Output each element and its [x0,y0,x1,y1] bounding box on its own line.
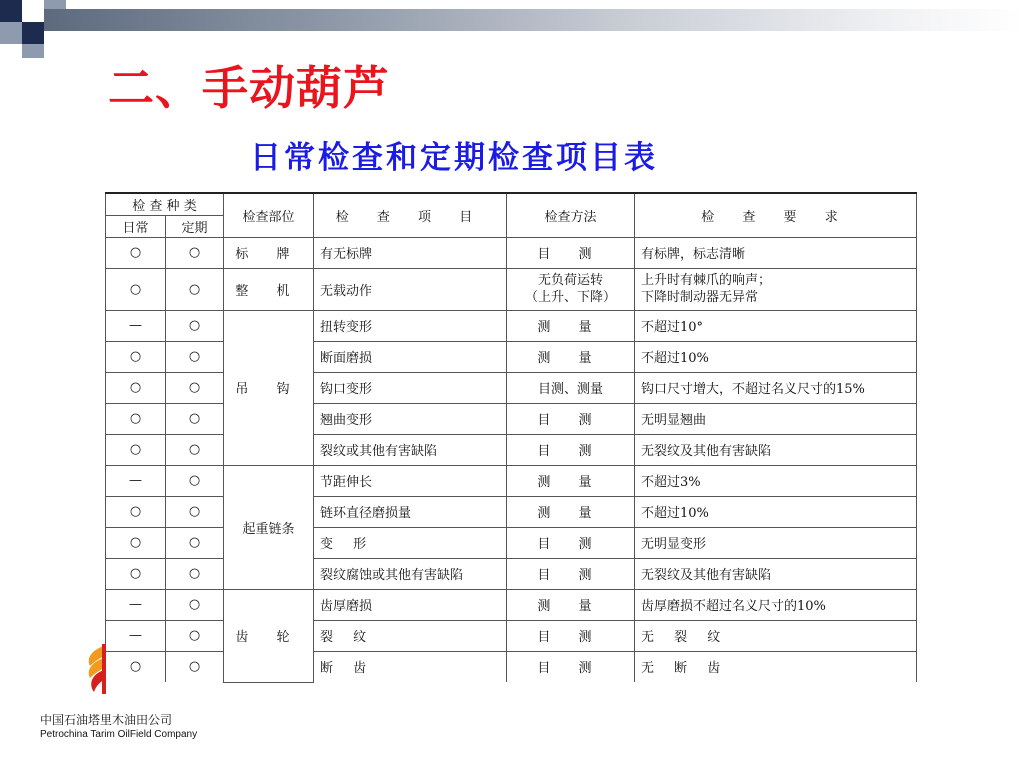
cell-requirement: 不超过3% [635,465,917,496]
cell-periodic: ○ [166,434,224,465]
cell-method: 目 测 [507,434,635,465]
cell-daily: — [106,589,166,620]
cell-daily: ○ [106,403,166,434]
header-periodic: 定期 [166,215,224,237]
cell-method: 目 测 [507,237,635,268]
cell-method: 目 测 [507,403,635,434]
cell-method: 目测、测量 [507,372,635,403]
petrochina-logo-icon [84,644,106,694]
company-name-zh: 中国石油塔里木油田公司 [40,713,173,727]
cell-item: 断面磨损 [314,341,507,372]
cell-requirement: 钩口尺寸增大，不超过名义尺寸的15% [635,372,917,403]
company-name-en: Petrochina Tarim OilField Company [40,729,198,740]
cell-daily: ○ [106,434,166,465]
cell-daily: ○ [106,496,166,527]
cell-item: 钩口变形 [314,372,507,403]
cell-requirement: 无 断 齿 [635,651,917,682]
cell-item: 裂纹腐蚀或其他有害缺陷 [314,558,507,589]
cell-item: 变 形 [314,527,507,558]
cell-item: 裂 纹 [314,620,507,651]
header-item: 检 查 项 目 [314,193,507,237]
cell-part: 标 牌 [224,237,314,268]
cell-periodic: ○ [166,558,224,589]
table-row [106,465,917,496]
company-name-block [40,711,197,740]
cell-daily: ○ [106,268,166,310]
cell-method: 目 测 [507,527,635,558]
cell-item: 无载动作 [314,268,507,310]
cell-requirement: 无明显变形 [635,527,917,558]
cell-requirement: 有标牌，标志清晰 [635,237,917,268]
header-method: 检查方法 [507,193,635,237]
cell-daily: — [106,310,166,341]
cell-item: 齿厚磨损 [314,589,507,620]
cell-item: 链环直径磨损量 [314,496,507,527]
cell-item: 节距伸长 [314,465,507,496]
cell-method: 目 测 [507,558,635,589]
cell-requirement: 齿厚磨损不超过名义尺寸的10% [635,589,917,620]
cell-daily: — [106,465,166,496]
header-requirement: 检 查 要 求 [635,193,917,237]
cell-requirement: 不超过10% [635,496,917,527]
cell-periodic: ○ [166,237,224,268]
inspection-table [105,192,917,683]
table-header-row [106,193,917,215]
cell-requirement: 无裂纹及其他有害缺陷 [635,558,917,589]
cell-item: 翘曲变形 [314,403,507,434]
cell-daily: ○ [106,372,166,403]
cell-periodic: ○ [166,310,224,341]
cell-daily: ○ [106,341,166,372]
cell-item: 裂纹或其他有害缺陷 [314,434,507,465]
cell-method: 无负荷运转 （上升、下降） [507,268,635,310]
cell-daily: ○ [106,651,166,682]
cell-method: 目 测 [507,620,635,651]
cell-periodic: ○ [166,372,224,403]
table-row [106,237,917,268]
cell-periodic: ○ [166,496,224,527]
header-part: 检查部位 [224,193,314,237]
table-row [106,310,917,341]
cell-requirement: 无裂纹及其他有害缺陷 [635,434,917,465]
cell-daily: ○ [106,558,166,589]
cell-method: 测 量 [507,341,635,372]
cell-periodic: ○ [166,341,224,372]
cell-periodic: ○ [166,527,224,558]
cell-item: 有无标牌 [314,237,507,268]
cell-requirement: 上升时有棘爪的响声； 下降时制动器无异常 [635,268,917,310]
cell-requirement: 不超过10° [635,310,917,341]
cell-requirement: 不超过10% [635,341,917,372]
cell-item: 扭转变形 [314,310,507,341]
cell-part: 整 机 [224,268,314,310]
cell-daily: ○ [106,527,166,558]
cell-periodic: ○ [166,620,224,651]
header-daily: 日常 [106,215,166,237]
cell-part-chain: 起重链条 [224,465,314,589]
slide-title: 二、手动葫芦 [108,61,390,115]
cell-part-gear: 齿 轮 [224,589,314,682]
header-check-type: 检 查 种 类 [106,193,224,215]
cell-periodic: ○ [166,403,224,434]
cell-requirement: 无 裂 纹 [635,620,917,651]
cell-periodic: ○ [166,651,224,682]
cell-item: 断 齿 [314,651,507,682]
table-row [106,589,917,620]
table-caption: 日常检查和定期检查项目表 [250,140,658,176]
cell-method: 测 量 [507,589,635,620]
table-row [106,268,917,310]
cell-daily: ○ [106,237,166,268]
cell-requirement: 无明显翘曲 [635,403,917,434]
cell-part-hook: 吊 钩 [224,310,314,465]
cell-periodic: ○ [166,589,224,620]
cell-method: 目 测 [507,651,635,682]
cell-periodic: ○ [166,268,224,310]
cell-daily: — [106,620,166,651]
cell-method: 测 量 [507,310,635,341]
cell-method: 测 量 [507,465,635,496]
header-gradient-bar [44,9,1024,31]
cell-periodic: ○ [166,465,224,496]
cell-method: 测 量 [507,496,635,527]
